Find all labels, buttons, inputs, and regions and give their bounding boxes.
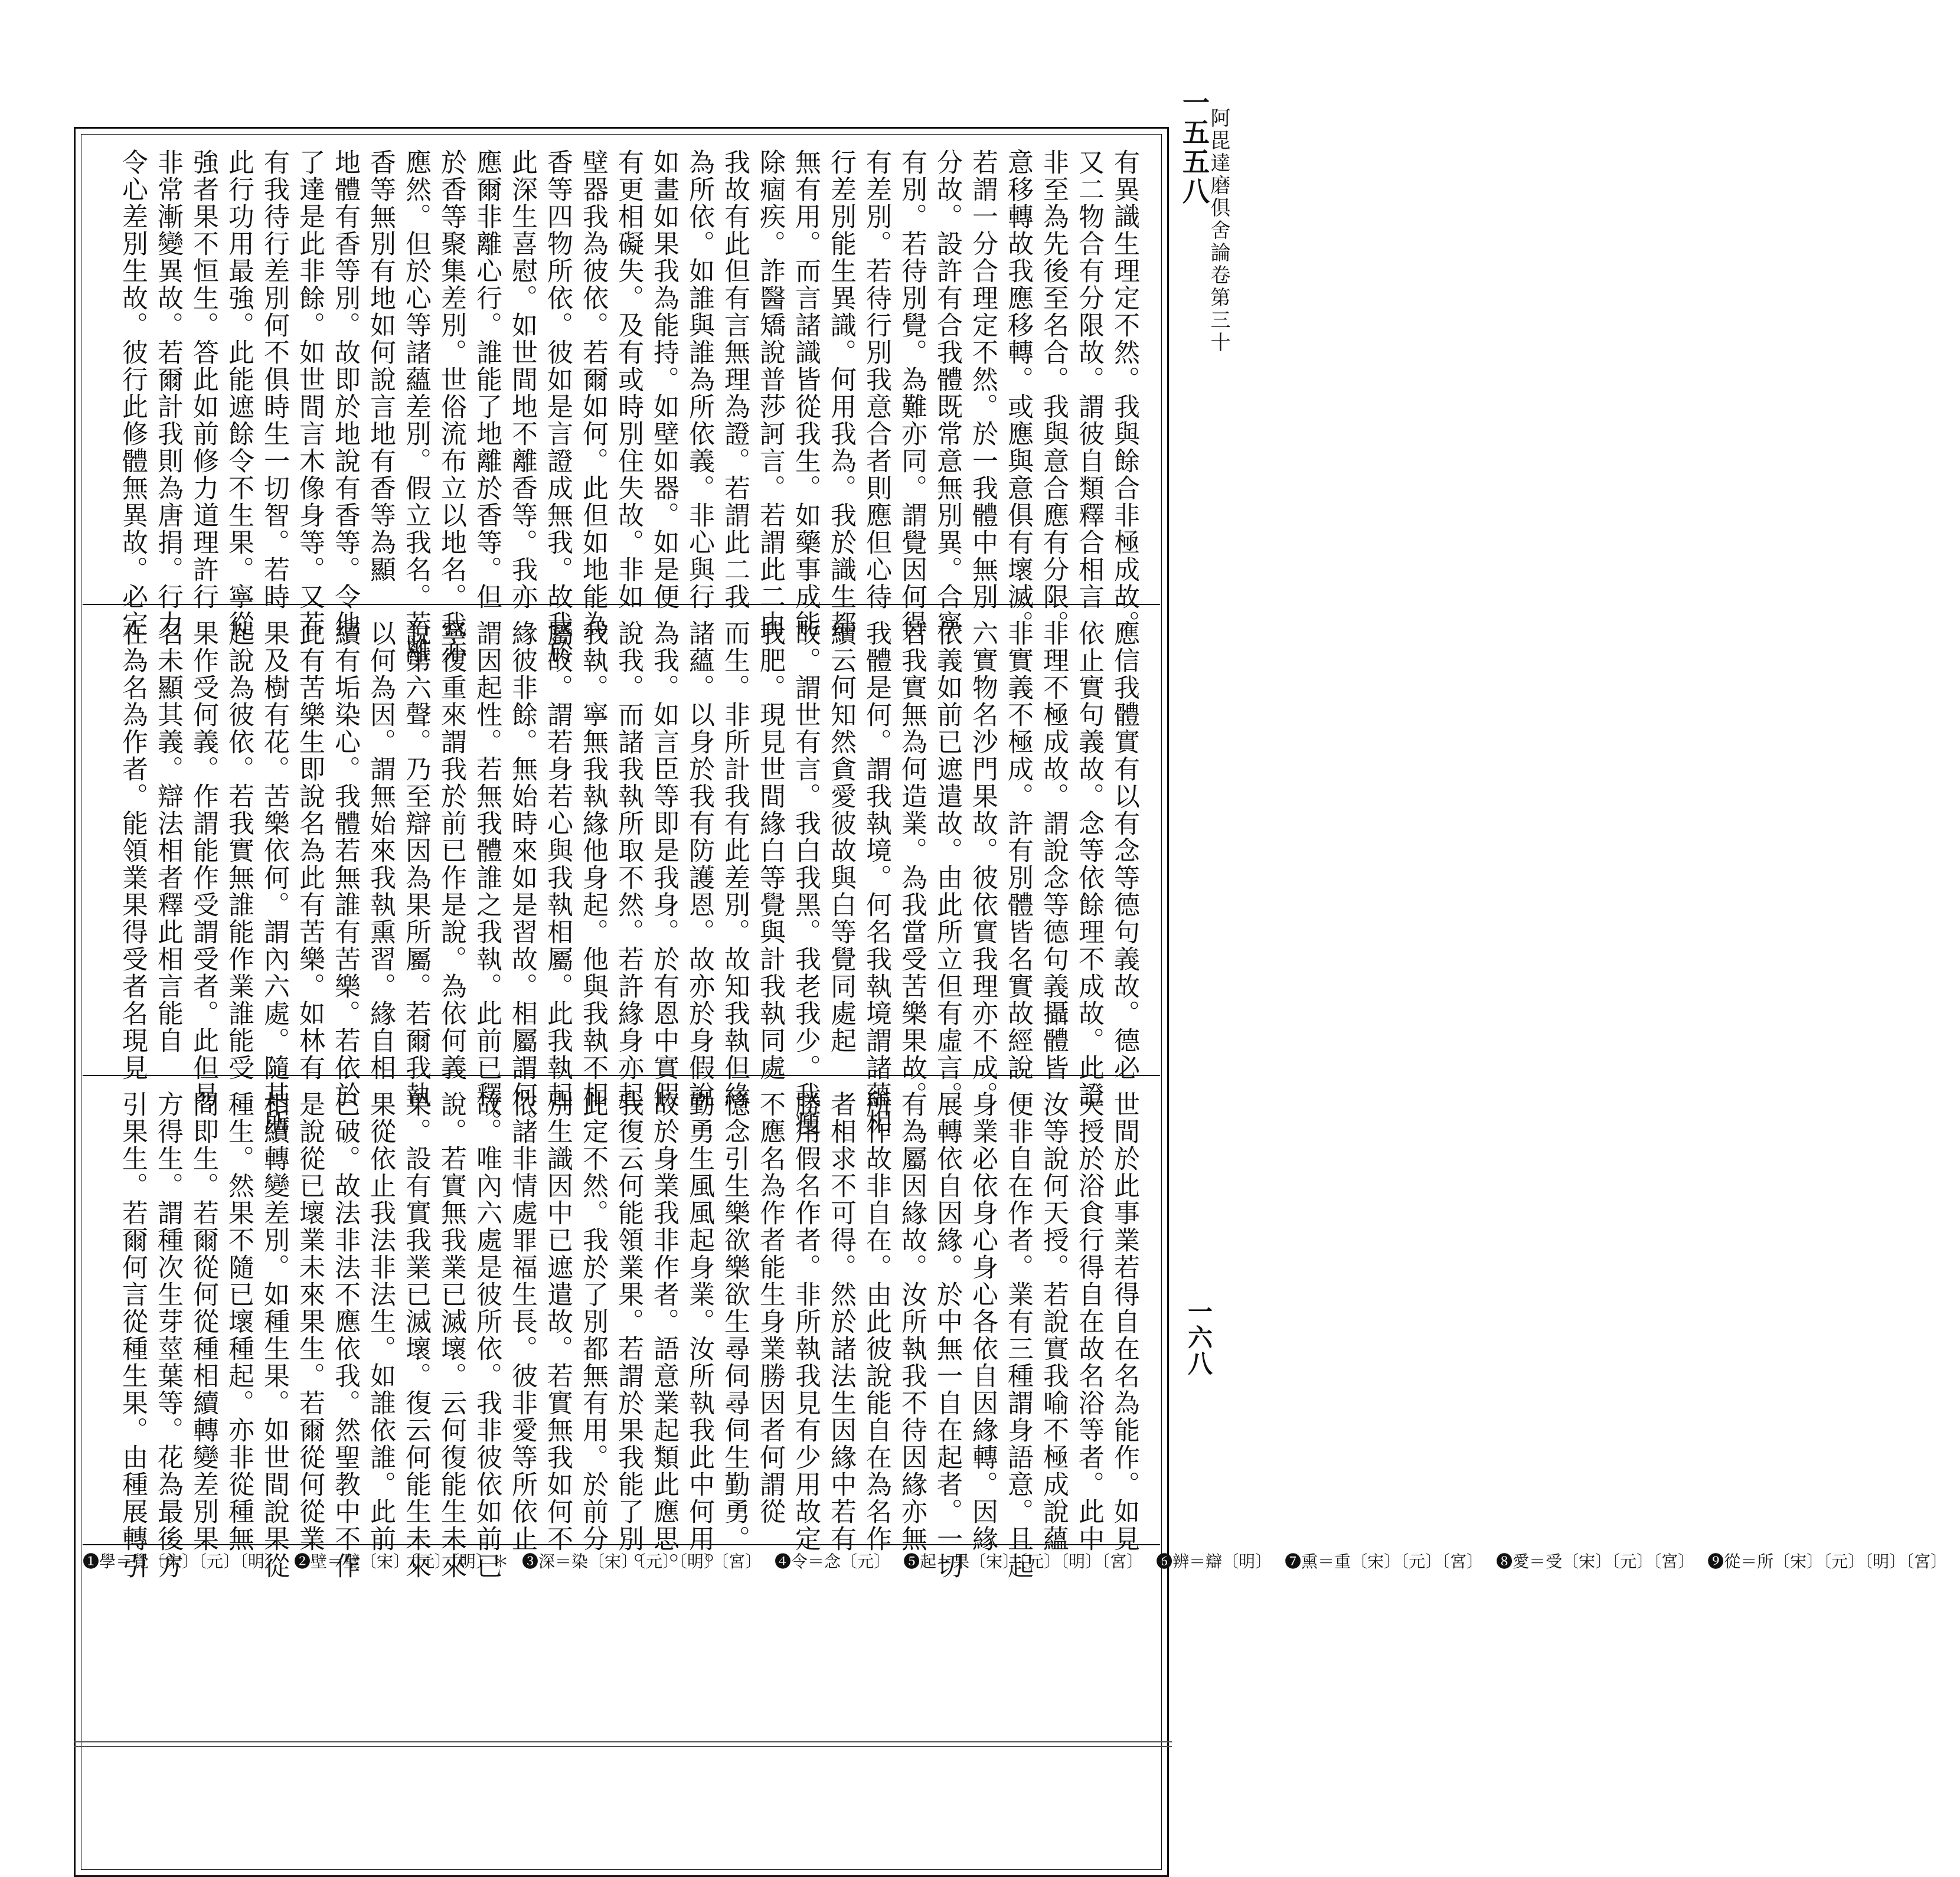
text-column: 有更相礙失。及有或時別住失故。非如 [613,149,643,610]
text-column: 續云何知然貪愛彼故與白等覺同處起 [826,620,856,1054]
text-column: 於香等聚集差別。世俗流布立以地名。我亦 [436,149,466,665]
text-register-middle [83,607,1160,1136]
text-column: 相續轉變差別。如種生果。如世間說果從 [259,1091,289,1580]
text-column: 非常漸變異故。若爾計我則為唐捐。行力 [153,149,183,637]
footnote: ❺起＝果〔宋〕〔元〕〔明〕〔宮〕 [903,1552,1144,1571]
footnote: ❷壁＝璧〔宋〕〔元〕〔明〕＊ [294,1552,509,1571]
text-column: 我執。寧無我執緣他身起。他與我執不相 [578,620,608,1108]
text-column: 而生。非所計我有此差別。故知我執但緣 [720,620,750,1108]
text-column: 令心差別生故。彼行此修體無異故。必定 [117,149,148,637]
text-column: 憶念引生樂欲樂欲生尋伺尋伺生勤勇。 [720,1091,750,1552]
text-column: 果及樹有花。苦樂依何。謂內六處。隨其所 [259,620,289,1136]
text-column: 果從依止我法非法生。如誰依誰。此前 [365,1091,396,1552]
text-column: 此行功用最強。此能遮餘令不生果。寧從 [224,149,254,637]
text-column: 故。唯內六處是彼所依。我非彼依如前已 [472,1091,502,1580]
side-page-number: 一六八 [1184,1299,1213,1376]
text-column: 非至為先後至名合。我與意合應有分限。 [1038,149,1069,637]
text-column: 展轉依自因緣。於中無一自在起者。一切 [932,1091,962,1580]
text-column: 故。謂世有言。我白我黑。我老我少。我瘦 [790,620,821,1136]
text-column: 故於身業我非作者。語意業起類此應思。 [649,1091,679,1580]
text-column: 此定不然。我於了別都無有用。於前分 [578,1091,608,1552]
footnotes [83,1544,1948,1578]
text-column: 香等四物所依。彼如是言證成無我。故我於 [543,149,573,665]
text-column: 是說從已壞業未來果生。若爾從何從業 [295,1091,325,1552]
text-column: 為所依。如誰與誰為所依義。非心與行 [684,149,714,610]
text-column: 引果生。若爾何言從種生果。由種展轉引 [117,1091,148,1580]
text-column: 不應名為作者能生身業勝因者何謂從 [755,1091,785,1525]
text-column: 有異識生理定不然。我與餘合非極成故。 [1109,149,1139,637]
text-column: 行差別能生異識。何用我為。我於識生都 [826,149,856,637]
text-column: 意移轉故我應移轉。或應與意俱有壞滅。 [1003,149,1033,637]
text-column: 我肥。現見世間緣白等覺與計我執同處 [755,620,785,1081]
text-column: 若我實無為何造業。為我當受苦樂果故。 [897,620,927,1108]
text-column: 有差別。若待行別我意合者則應但心待 [861,149,891,610]
text-column: 為我。如言臣等即是我身。於有恩中實假 [649,620,679,1108]
text-column: 有我待行差別何不俱時生一切智。若時 [259,149,289,610]
footnote: ❽愛＝受〔宋〕〔元〕〔宮〕 [1496,1552,1695,1571]
text-column: 續有垢染心。我體若無誰有苦樂。若依於 [330,620,360,1108]
text-column: 應然。但於心等諸蘊差別。假立我名。若離 [401,149,431,665]
text-column: 諸蘊。以身於我有防護恩。故亦於身假說 [684,620,714,1108]
text-column: 有為屬因緣故。汝所執我不待因緣亦無 [897,1091,927,1552]
text-column: 說我。而諸我執所取不然。若許緣身亦起 [613,620,643,1108]
footnote: ❼熏＝重〔宋〕〔元〕〔宮〕 [1285,1552,1484,1571]
text-column: 我體是何。謂我執境。何名我執境謂諸蘊相 [861,620,891,1136]
bottom-rule [74,1746,1172,1747]
text-column: 壁器我為彼依。若爾如何。此但如地能為 [578,149,608,637]
text-column: 強者果不恒生。答此如前修力道理許行 [188,149,218,610]
text-column: 地體有香等別。故即於地說有香等。令他 [330,149,360,637]
text-column: 說。若實無我業已滅壞。云何復能生未來 [436,1091,466,1580]
footnote: ❻辨＝辯〔明〕 [1156,1552,1272,1571]
text-column: 便非自在作者。業有三種謂身語意。且起 [1003,1091,1033,1580]
page-header [1175,89,1228,472]
footnote: ❹令＝念〔元〕 [775,1552,891,1571]
text-column: 六實物名沙門果故。彼依實我理亦不成。 [968,620,998,1108]
text-column: 果作受何義。作謂能作受謂受者。此但易 [188,620,218,1108]
text-column: 依義如前已遮遣故。由此所立但有虛言。 [932,620,962,1108]
text-column: 間即生。若爾從何從種相續轉變差別果 [188,1091,218,1552]
text-column: 名未顯其義。辯法相者釋此相言能自 [153,620,183,1054]
text-column: 勤勇生風風起身業。汝所執我此中何用。 [684,1091,714,1580]
text-column: 在為名為作者。能領業果得受者名現見 [117,620,148,1081]
text-column: 勝用假名作者。非所執我見有少用故定 [790,1091,821,1552]
text-column: 又二物合有分限故。謂彼自類釋合相言 [1074,149,1104,610]
text-column: 香等無別有地如何說言地有香等為顯 [365,149,396,583]
text-column: 身業必依身心身心各依自因緣轉。因緣 [968,1091,998,1552]
text-column: 已破。故法非法不應依我。然聖教中不作 [330,1091,360,1580]
bottom-rule [74,1741,1172,1742]
text-column: 若謂一分合理定不然。於一我體中無別 [968,149,998,610]
text-column: 非理不極成故。謂說念等德句義攝體皆 [1038,620,1069,1081]
text-column: 如畫如果我為能持。如壁如器。如是便 [649,149,679,610]
text-column: 屬故。謂若身若心與我執相屬。此我執起 [543,620,573,1108]
text-column: 果。設有實我業已滅壞。復云何能生未來 [401,1091,431,1580]
text-column: 應爾非離心行。誰能了地離於香等。但 [472,149,502,610]
text-column: 此深生喜慰。如世間地不離香等。我亦 [507,149,537,610]
text-column: 方得生。謂種次生芽莖葉等。花為最後方 [153,1091,183,1580]
text-column: 汝等說何天授。若說實我喻不極成說蘊 [1038,1091,1069,1552]
text-column: 我復云何能領業果。若謂於果我能了別。 [613,1091,643,1580]
text-column: 分故。設許有合我體既常意無別異。合寧 [932,149,962,637]
text-column: 者相求不可得。然於諸法生因緣中若有 [826,1091,856,1552]
text-column: 無有用。而言諸識皆從我生。如藥事成能 [790,149,821,637]
text-column: 謂因起性。若無我體誰之我執。此前已釋。 [472,620,502,1136]
text-column: 除痼疾。詐醫矯說普莎訶言。若謂此二由 [755,149,785,637]
footnote: ❸深＝染〔宋〕〔元〕〔明〕〔宮〕 [522,1552,762,1571]
footnote: ❾從＝所〔宋〕〔元〕〔明〕〔宮〕 [1707,1552,1948,1571]
text-column: 以何為因。謂無始來我執熏習。緣自相 [365,620,396,1081]
text-column: 世間於此事業若得自在名為能作。如見 [1109,1091,1139,1552]
text-column: 依止實句義故。念等依餘理不成故。此證 [1074,620,1104,1108]
text-column: 天授於浴食行得自在故名浴等者。此中 [1074,1091,1104,1552]
text-column: 此有苦樂生即說名為此有苦樂。如林有 [295,620,325,1081]
text-column: 我故有此但有言無理為證。若謂此二我 [720,149,750,610]
text-column: 說第六聲。乃至辯因為果所屬。若爾我執 [401,620,431,1108]
text-column: 應信我體實有以有念等德句義故。德必 [1109,620,1139,1081]
text-column: 有別。若待別覺。為難亦同。謂覺因何得 [897,149,927,637]
text-column: 緣彼非餘。無始時來如是習故。相屬謂何。 [507,620,537,1136]
text-column: 所作故非自在。由此彼說能自在為名作 [861,1091,891,1552]
text-column: 非實義不極成。許有別體皆名實故經說 [1003,620,1033,1081]
text-column: 起說為彼依。若我實無誰能作業誰能受 [224,620,254,1081]
text-column: 寧復重來謂我於前已作是說。為依何義 [436,620,466,1081]
footnote: ❶學＝覺〔宋〕〔元〕〔明〕 [83,1552,282,1571]
running-title: 阿毘達磨俱舍論卷第三十 [1207,107,1230,354]
text-column: 依諸非情處罪福生長。彼非愛等所依止 [507,1091,537,1552]
text-column: 種生。然果不隨已壞種起。亦非從種無 [224,1091,254,1552]
text-column: 了達是此非餘。如世間言木像身等。又若 [295,149,325,637]
text-register-top [83,136,1160,665]
page-number: 一五五八 [1178,89,1210,207]
text-column: 別生識因中已遮遣故。若實無我如何不 [543,1091,573,1552]
